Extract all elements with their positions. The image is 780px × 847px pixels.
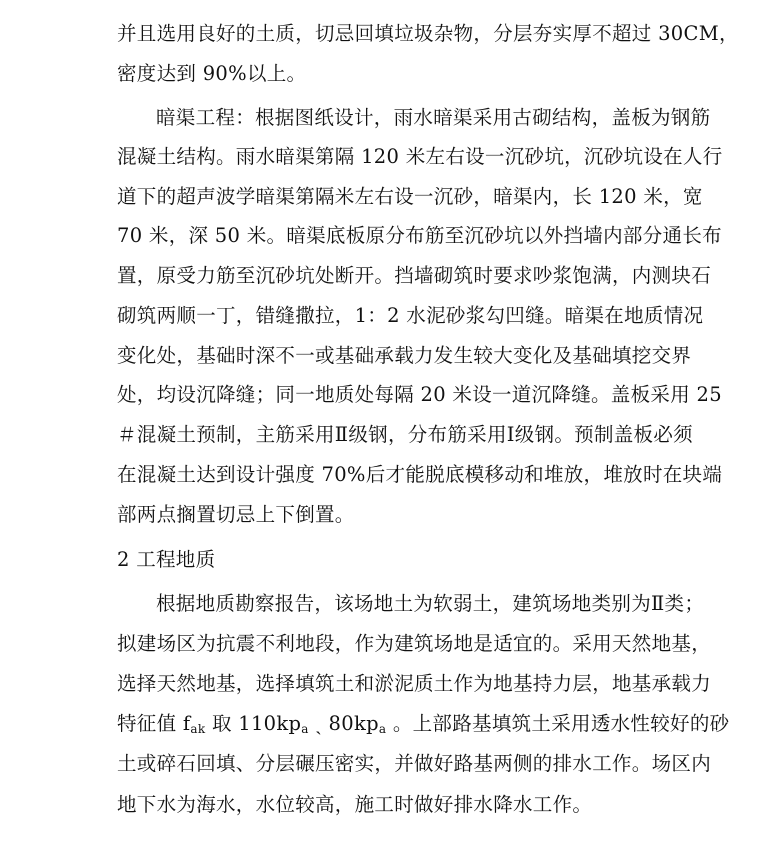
kpa-subscript: a: [378, 722, 387, 736]
text-line: 根据地质勘察报告，该场地土为软弱土，建筑场地类别为Ⅱ类；: [156, 592, 705, 615]
text-line-with-subscripts: [117, 706, 729, 742]
fak-subscript: ak: [190, 722, 206, 736]
fak-prefix: 特征值 f: [117, 712, 191, 735]
fak-suffix: 。上部路基填筑土采用透水性较好的砂: [386, 712, 730, 735]
text-line: 拟建场区为抗震不利地段，作为建筑场地是适宜的。采用天然地基，: [117, 632, 712, 655]
text-line: 变化处，基础时深不一或基础承载力发生较大变化及基础填挖交界: [117, 344, 692, 367]
text-line: 并且选用良好的土质，切忌回填垃圾杂物，分层夯实厚不超过 30CM，: [117, 22, 739, 45]
text-line: 部两点搁置切忌上下倒置。: [117, 503, 355, 526]
kpa-subscript: a: [301, 722, 309, 736]
text-line: 土或碎石回填、分层碾压密实，并做好路基两侧的排水工作。场区内: [117, 752, 712, 775]
text-line: 暗渠工程：根据图纸设计，雨水暗渠采用古砌结构，盖板为钢筋: [156, 106, 711, 129]
section-heading: 2 工程地质: [117, 548, 216, 571]
text-line: ＃混凝土预制，主筋采用Ⅱ级钢，分布筋采用Ⅰ级钢。预制盖板必须: [117, 423, 693, 446]
text-line: 置，原受力筋至沉砂坑处断开。挡墙砌筑时要求吵浆饱满，内测块石: [117, 264, 712, 287]
text-line: 道下的超声波学暗渠第隔米左右设一沉砂，暗渠内，长 120 米，宽: [117, 185, 703, 208]
text-line: 70 米，深 50 米。暗渠底板原分布筋至沉砂坑以外挡墙内部分通长布: [117, 224, 722, 247]
text-line: 地下水为海水，水位较高，施工时做好排水降水工作。: [117, 793, 593, 816]
text-line: 砌筑两顺一丁，错缝撒拉，1：2 水泥砂浆勾凹缝。暗渠在地质情况: [117, 304, 704, 327]
text-line: 选择天然地基，选择填筑土和淤泥质土作为地基持力层，地基承载力: [117, 672, 712, 695]
text-line: 处，均设沉降缝；同一地质处每隔 20 米设一道沉降缝。盖板采用 25: [117, 383, 722, 406]
text-line: 密度达到 90%以上。: [117, 62, 307, 85]
value-80kpa: ˎ 80kp: [308, 712, 379, 735]
value-110kpa: 取 110kp: [205, 712, 302, 735]
text-line: 在混凝土达到设计强度 70%后才能脱底模移动和堆放，堆放时在块端: [117, 463, 723, 486]
text-line: 混凝土结构。雨水暗渠第隔 120 米左右设一沉砂坑，沉砂坑设在人行: [117, 145, 723, 168]
